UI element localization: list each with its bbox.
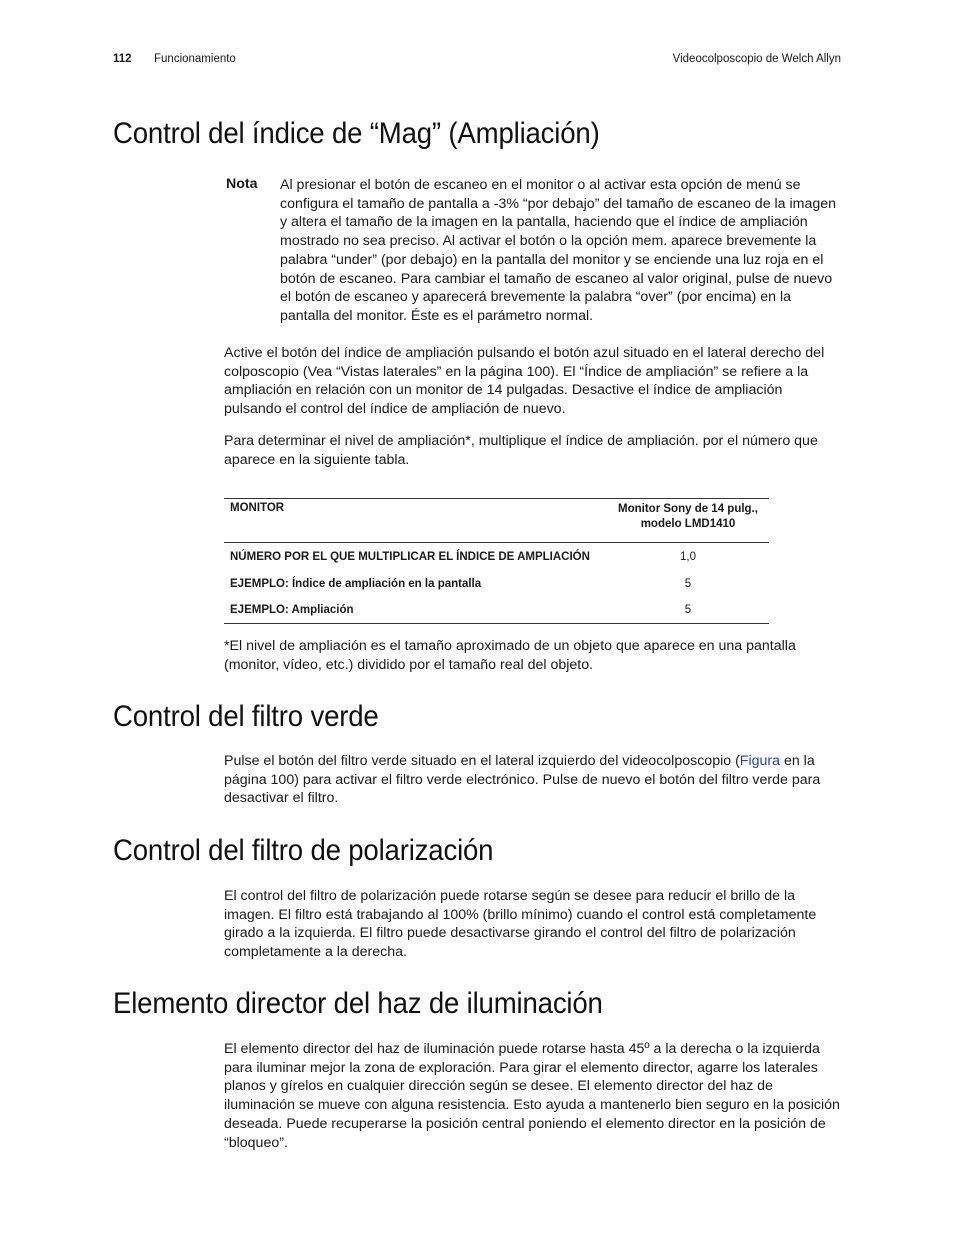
green-filter-paragraph — [224, 752, 840, 808]
magnification-table — [224, 498, 769, 624]
heading-polarization-filter: Control del filtro de polarización — [113, 834, 494, 867]
table-row-value: 1,0 — [680, 551, 696, 563]
footnote: *El nivel de ampliación es el tamaño aproximado de un objeto que aparece en una pantalla (monitor, vídeo, etc.) dividido por el tamaño real del objeto. — [224, 638, 796, 673]
table-row-label: EJEMPLO: Ampliación — [230, 604, 354, 616]
mag-paragraph-1: Active el botón del índice de ampliación pulsando el botón azul situado en el lateral derecho del colposcopio (Vea “Vistas laterales” en la página 100). El “Índice de ampliación” se refiere a la ampliación en relación con un monitor de 14 pulgadas. Desactive el índice de ampliación pulsando el control del índice de ampliación de nuevo. — [224, 345, 825, 418]
table-header-sony-monitor: Monitor Sony de 14 pulg., modelo LMD1410 — [618, 503, 758, 530]
page-header — [113, 53, 841, 69]
table-row — [224, 543, 769, 572]
table-header-row — [224, 499, 769, 543]
figure-link[interactable]: Figura — [739, 753, 781, 769]
note-text: Al presionar el botón de escaneo en el monitor o al activar esta opción de menú se configura el tamaño de pantalla a -3% “por debajo” del tamaño de escaneo de la imagen y altera el tamaño de la imagen en la pantalla, haciendo que el índice de ampliación mostrado no sea preciso. Al activar el botón o la opción mem. aparece brevemente la palabra “under” (por debajo) en la pantalla del monitor y se enciende una luz roja en el botón de escaneo. Para cambiar el tamaño de escaneo al valor original, pulse de nuevo el botón de escaneo y aparecerá brevemente la palabra “over” (por encima) en la pantalla del monitor. Éste es el parámetro normal. — [280, 177, 837, 324]
table-row-label: NÚMERO POR EL QUE MULTIPLICAR EL ÍNDICE DE AMPLIACIÓN — [230, 551, 590, 563]
polarization-paragraph: El control del filtro de polarización puede rotarse según se desee para reducir el brillo de la imagen. El filtro está trabajando al 100% (brillo mínimo) cuando el control está completamente girado a la izquierda. El filtro puede desactivarse girando el control del filtro de polarización completamente a la derecha. — [224, 888, 817, 961]
heading-green-filter: Control del filtro verde — [113, 700, 379, 733]
table-row-label: EJEMPLO: Índice de ampliación en la pantalla — [230, 578, 482, 590]
table-row-value: 5 — [684, 604, 692, 616]
table-header-monitor: MONITOR — [230, 502, 285, 514]
heading-mag-index: Control del índice de “Mag” (Ampliación) — [113, 117, 600, 150]
note-label: Nota — [226, 176, 258, 192]
mag-paragraph-2: Para determinar el nivel de ampliación*, multiplique el índice de ampliación. por el número que aparece en la siguiente tabla. — [224, 433, 818, 468]
table-row — [224, 571, 769, 597]
beam-director-paragraph: El elemento director del haz de iluminación puede rotarse hasta 45º a la derecha o la izquierda para iluminar mejor la zona de exploración. Para girar el elemento director, agarre los laterales planos y gírelos en cualquier dirección según se desee. El elemento director del haz de iluminación se mueve con alguna resistencia. Esto ayuda a mantenerlo bien seguro en la posición deseada. Puede recuperarse la posición central poniendo el elemento director en la posición de “bloqueo”. — [224, 1041, 840, 1151]
document-title: Videocolposcopio de Welch Allyn — [672, 53, 841, 65]
green-text-before-link: Pulse el botón del filtro verde situado en el lateral izquierdo del videocolposcopio ( — [224, 753, 740, 769]
table-row — [224, 597, 769, 624]
green-text-after-link: en la página 100) para activar el filtro verde electrónico. Pulse de nuevo el botón del filtro verde para desactivar el filtro. — [224, 753, 821, 807]
table-row-value: 5 — [684, 578, 692, 590]
heading-beam-director: Elemento director del haz de iluminación — [113, 987, 603, 1020]
page-number: 112 — [113, 53, 132, 65]
section-name: Funcionamiento — [154, 53, 236, 65]
